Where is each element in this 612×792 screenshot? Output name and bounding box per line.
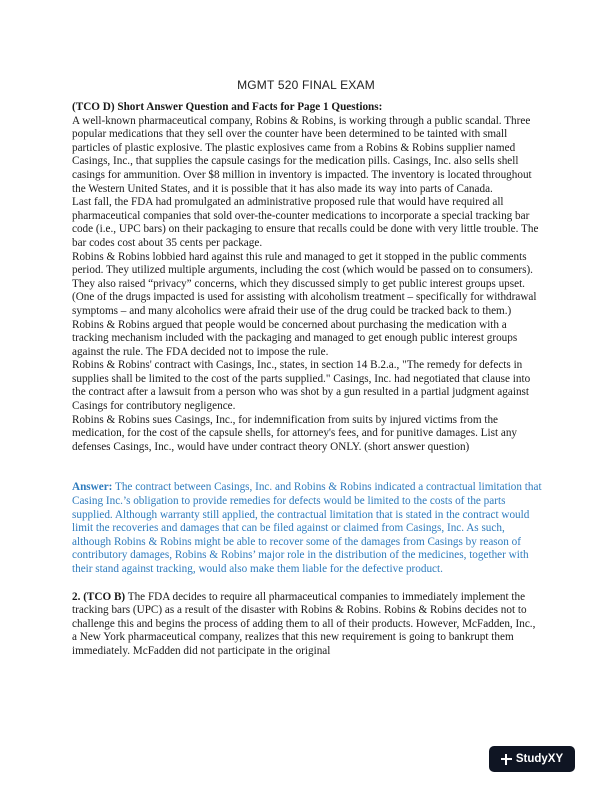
document-body bbox=[72, 101, 543, 659]
question-1-heading: (TCO D) Short Answer Question and Facts for Page 1 Questions: bbox=[72, 101, 383, 113]
page-title: MGMT 520 FINAL EXAM bbox=[237, 78, 375, 92]
plus-icon bbox=[501, 754, 512, 765]
question-1-paragraph: Last fall, the FDA had promulgated an administrative proposed rule that would have required all pharmaceutical companies that sold over-the-counter medications to incorporate a special tracking bar code (i.e., UPC bars) on their packaging to ensure that recalls could be done with very little trouble. The bar codes cost about 35 cents per package. bbox=[72, 196, 539, 249]
answer-block bbox=[72, 481, 543, 576]
watermark-label: StudyXY bbox=[515, 753, 564, 765]
answer-label: Answer: bbox=[72, 481, 113, 494]
question-2-text: The FDA decides to require all pharmaceutical companies to immediately implement the tracking bars (UPC) as a result of the disaster with Robins & Robins. Robins & Robins decides not to challenge this and begins the process of adding them to all of their products. However, McFadden, Inc., a New York pharmaceutical company, realizes that this new requirement is going to bankrupt them immediately. McFadden did not participate in the original bbox=[72, 590, 536, 657]
question-1-paragraph: Robins & Robins lobbied hard against this rule and managed to get it stopped in the public comments period. They utilized multiple arguments, including the cost (which would be passed on to consumers). They also raised “privacy” concerns, which they discussed simply to get public interest groups upset. (One of the drugs impacted is used for assisting with alcoholism treatment – specifically for withdrawal symptoms – and many alcoholics were afraid their use of the drug could be tracked back to them.) Robins & Robins argued that people would be concerned about purchasing the medication with a tracking mechanism included with the packaging and managed to get enough public interest groups against the rule. The FDA decided not to impose the rule. bbox=[72, 250, 537, 358]
question-2-number: 2. ( bbox=[72, 590, 87, 603]
question-2 bbox=[72, 591, 543, 659]
question-1-paragraph: Robins & Robins' contract with Casings, Inc., states, in section 14 B.2.a., "The remedy for defects in supplies shall be limited to the cost of the parts supplied." Casings, Inc. had negotiated that clause into the contract after a lawsuit from a person who was shot by a gun resulted in a partial judgment against Casings for contributory negligence. bbox=[72, 359, 531, 413]
question-2-tco: TCO B) bbox=[86, 590, 126, 603]
studyxy-watermark[interactable] bbox=[489, 746, 575, 772]
question-1-paragraph: A well-known pharmaceutical company, Robins & Robins, is working through a public scandal. Three popular medications that they sell over the counter have been determined to be tainted with small particles of plastic explosive. The plastic explosives came from a Robins & Robins supplier named Casings, Inc., that supplies the capsule casings for the medication pills. Casings, Inc. also sells shell casings for ammunition. Over $8 million in inventory is impacted. The inventory is located throughout the Western United States, and it is possible that it has also made its way into parts of Canada. bbox=[72, 114, 532, 195]
answer-text: The contract between Casings, Inc. and Robins & Robins indicated a contractual limitation that Casing Inc.’s obligation to provide remedies for defects would be limited to the costs of the parts supplied. Although warranty still applied, the contractual limitation that is stated in the contract would limit the recoveries and damages that can be filed against or claimed from Casings, Inc. As such, although Robins & Robins might be able to recover some of the damages from Casings by reason of contributory damages, Robins & Robins’ major role in the distribution of the medicines, together with their stand against tracking, would also make them liable for the defective product. bbox=[72, 481, 542, 575]
question-1-paragraph: Robins & Robins sues Casings, Inc., for indemnification from suits by injured victims from the medication, for the cost of the capsule shells, for attorney's fees, and for punitive damages. List any defenses Casings, Inc., would have under contract theory ONLY. (short answer question) bbox=[72, 413, 518, 453]
